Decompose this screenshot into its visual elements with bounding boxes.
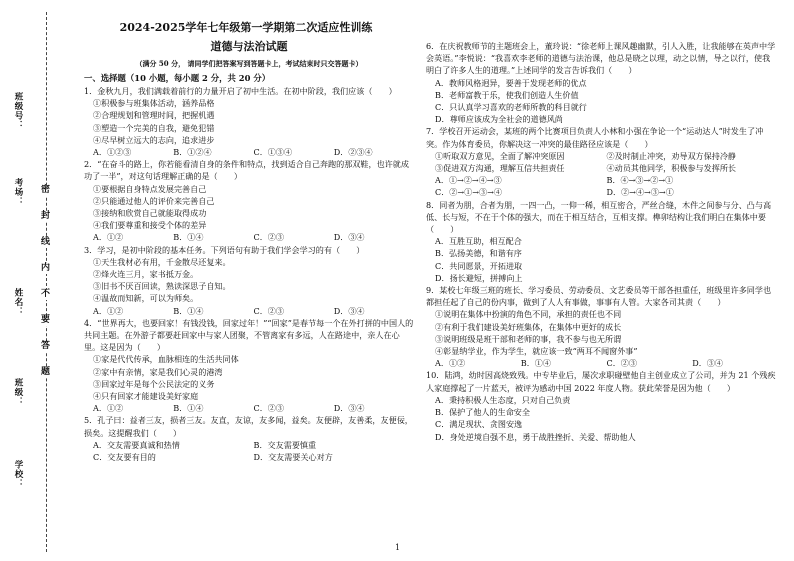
option-a: A．①②: [93, 305, 124, 316]
question-stem: 5．孔子曰：益者三友，损者三友。友直，友谅，友多闻，益矣。友便辟，友善柔，友便佞，损矣。这提醒我们（ ）: [84, 415, 413, 438]
option-d: D．②→④→③→①: [606, 187, 674, 198]
statement-row: [426, 162, 778, 174]
statement: ②只能通过他人的评价来完善自己: [93, 195, 215, 206]
answer-options: [84, 146, 414, 158]
question-stem: 6．在庆祝教师节的主题班会上，董玲说：“徐老师上课风趣幽默，引人入胜，让我能够在英声中学会英语。”李悦说：“我喜欢李老师的道德与法治课，他总是晓之以理，动之以情，导之以行，使我明白了许多人生的道理。”上述同学的发言告诉我们（ ）: [426, 41, 776, 76]
seal-char: 不: [41, 289, 51, 299]
statement: ②有利于我们建设美好班集体，在集体中更好的成长: [435, 321, 622, 332]
option-a: A．①→②→④→③: [435, 175, 502, 186]
label-name: 姓名：: [13, 288, 23, 317]
option-d: D．②③④: [333, 147, 373, 158]
statement: ③回家过年是每个公民法定的义务: [93, 378, 215, 389]
option-a: A．①②③: [93, 147, 132, 158]
option-d: D．交友需要关心对方: [253, 452, 333, 463]
statement: ②合理规划和管理时间，把握机遇: [93, 110, 215, 121]
statement: ③接纳和欣赏自己就能取得成功: [93, 208, 207, 219]
statement: ④尽早树立远大的志向，追求进步: [93, 134, 215, 145]
option-c: C．只认真学习喜欢的老师所教的科目就行: [435, 102, 587, 113]
answer-options: [84, 439, 414, 451]
option-d: D．③④: [333, 403, 365, 414]
option-b: B．①②④: [173, 147, 212, 158]
answer-options: [84, 451, 414, 463]
section-heading: 一、选择题（10 小题，每小题 2 分，共 20 分）: [84, 73, 271, 83]
statement: ④温故而知新，可以为师矣。: [93, 293, 199, 304]
question-10: [426, 369, 778, 442]
option-b: B．弘扬美德，和谐有序: [435, 248, 522, 259]
question-stem: 10．陆鸿，幼时因高烧致残。中专毕业后，屡次求职碰壁他自主创业成立了公司，并为 21 个残疾人家庭撑起了一片蓝天，被评为感动中国 2022 年度人物。获此荣誉是因为他（ ）: [426, 370, 776, 393]
question-7: [426, 125, 778, 198]
option-b: B．①④: [173, 403, 204, 414]
question-4: [84, 317, 414, 415]
option-a: A．①②: [93, 403, 124, 414]
statement: ③塑造一个完美的自我，避免犯错: [93, 122, 215, 133]
option-c: C．②③: [253, 305, 284, 316]
statement: ②烽火连三月，家书抵万金。: [93, 269, 199, 280]
statement: ④只有回家才能建设美好家庭: [93, 391, 199, 402]
option-d: D．扬长避短，拼搏向上: [435, 272, 523, 283]
statement: ②及时制止冲突，劝导双方保持冷静: [606, 150, 737, 161]
question-6: [426, 40, 778, 125]
question-1: [84, 85, 414, 158]
statement: ①听取双方意见，全面了解冲突原因: [435, 150, 565, 161]
page-number: 1: [395, 543, 401, 552]
option-d: D．③④: [333, 232, 365, 243]
label-class-number: 班级号：: [13, 92, 23, 130]
option-b: B．①④: [173, 232, 204, 243]
label-class: 班级：: [13, 378, 23, 407]
option-d: D．③④: [692, 358, 724, 369]
option-a: A．①②: [93, 232, 124, 243]
seal-char: 封: [41, 211, 51, 221]
answer-options: [426, 357, 778, 369]
statement: ①家是代代传承，血脉相连的生活共同体: [93, 354, 239, 365]
binding-margin: [0, 0, 60, 561]
question-stem: 1．金秋九月，我们满载着前行的力量开启了初中生活。在初中阶段，我们应该（ ）: [84, 86, 397, 96]
option-a: A．互胜互助，相互配合: [435, 236, 522, 247]
statement: ③说明班级是班干部和老师的事，我不参与也无所谓: [435, 333, 622, 344]
question-stem: 9．某校七年级三班的班长、学习委员、劳动委员、文艺委员等干部各担重任，班级里许多同学也都担任起了自己的份内事，做到了人人有事做，事事有人管。大家各司其责（ ）: [426, 285, 772, 308]
answer-options: [84, 231, 414, 243]
answer-options: [84, 305, 414, 317]
question-5: [84, 414, 414, 463]
option-b: B．④→③→②→①: [606, 175, 674, 186]
option-a: A．交友需要真诚和热情: [93, 439, 180, 450]
option-d: D．③④: [333, 305, 365, 316]
label-exam-room: 考场：: [13, 178, 23, 207]
statement: ①天生我材必有用，千金散尽还复来。: [93, 256, 231, 267]
answer-options: [426, 186, 778, 198]
question-9: [426, 284, 778, 369]
seal-char: 线: [41, 237, 51, 247]
statement: ①说明在集体中扮演的角色不同，承担的责任也不同: [435, 309, 622, 320]
question-stem: 7．学校召开运动会，某班的两个比赛项目负责人小林和小强在争论一个“运动达人”时发生了冲突。作为体育委员，你解决这一冲突的最佳路径应该是（ ）: [426, 126, 764, 149]
option-b: B．①④: [173, 305, 204, 316]
seal-char: 内: [41, 263, 51, 273]
statement: ①积极参与班集体活动，涵养品格: [93, 98, 215, 109]
question-8: [426, 199, 778, 284]
right-column: [426, 40, 778, 443]
question-stem: 2．“在奋斗的路上，你若能看清自身的条件和特点，找到适合自己奔跑的那双鞋，也许就成功了一半”，对这句话理解正确的是（ ）: [84, 159, 409, 182]
exam-subject: 道德与法治试题: [210, 40, 288, 53]
option-b: B．①④: [520, 358, 551, 369]
option-b: B．保护了他人的生命安全: [435, 407, 530, 418]
option-c: C．交友要有目的: [93, 452, 156, 463]
option-a: A．秉持积极人生态度，只对自己负责: [435, 394, 571, 405]
option-c: C．②③: [253, 403, 284, 414]
seal-char: 答: [41, 341, 51, 351]
question-2: [84, 158, 414, 243]
statement: ④彰显纳学业，作为学生，就应该一致“两耳不闻窗外事”: [435, 346, 638, 357]
option-a: A．①②: [435, 358, 466, 369]
question-3: [84, 244, 414, 317]
statement: ④我们要尊重和接受个体的差异: [93, 220, 207, 231]
option-b: B．交友需要慎重: [253, 439, 317, 450]
question-stem: 4．“世界再大，也要回家！有钱没钱，回家过年！”“回家”是春节每一个在外打拼的中国人的共同主题。在外游子都要赶回家中与家人团聚，不管离家有多远，人在路途中，亲人在心里。这是因为（ ）: [84, 317, 414, 353]
option-a: A．教师风格迥异，要善于发现老师的优点: [435, 77, 587, 88]
option-d: D．身处逆境自强不息，勇于战胜挫折、关爱、帮助他人: [435, 431, 636, 442]
answer-options: [84, 402, 414, 414]
option-c: C．②→①→③→④: [435, 187, 503, 198]
seal-char: 题: [41, 367, 51, 377]
option-c: C．共同愿景，开拓进取: [435, 260, 523, 271]
answer-options: [426, 174, 778, 186]
statement: ④动员其他同学，积极参与发挥所长: [606, 163, 737, 174]
statement: ①要根据自身特点发展完善自己: [93, 183, 207, 194]
option-c: C．②③: [253, 232, 284, 243]
left-column: [84, 20, 414, 463]
seal-char: 要: [41, 315, 51, 325]
question-stem: 3．学习，是初中阶段的基本任务。下列语句有助于我们学会学习的有（ ）: [84, 244, 365, 255]
exam-note: （满分 50 分， 请同学们把答案写到答题卡上，考试结束时只交答题卡）: [135, 59, 363, 68]
option-b: B．老师富教于乐，使我们创造人生价值: [435, 89, 579, 100]
label-school: 学校：: [13, 460, 23, 489]
exam-title: 2024-2025学年七年级第一学期第二次适应性训练: [119, 21, 373, 34]
option-d: D．尊师应该成为全社会的道德风尚: [435, 114, 563, 125]
option-c: C．①③④: [253, 147, 293, 158]
statement: ②家中有亲情，家是我们心灵的港湾: [93, 366, 223, 377]
option-c: C．满足现状、贪图安逸: [435, 419, 523, 430]
seal-char: 密: [41, 185, 51, 195]
option-c: C．②③: [606, 358, 637, 369]
statement-row: [426, 150, 778, 162]
statement: ③旧书不厌百回读，熟读深思子自知。: [93, 281, 231, 292]
seal-line: [46, 12, 47, 552]
statement: ③促进双方沟通，理解互信共担责任: [435, 163, 565, 174]
question-stem: 8．同者为朋，合者为朋，一四一凸，一仰一稀，相互密合，严丝合缝，木件之间参与分、凸与高低、长与短，不在于个体的强大，而在于相互结合，互相支撑。榫卯结构让我们明白在集体中要（ ）: [426, 199, 772, 235]
